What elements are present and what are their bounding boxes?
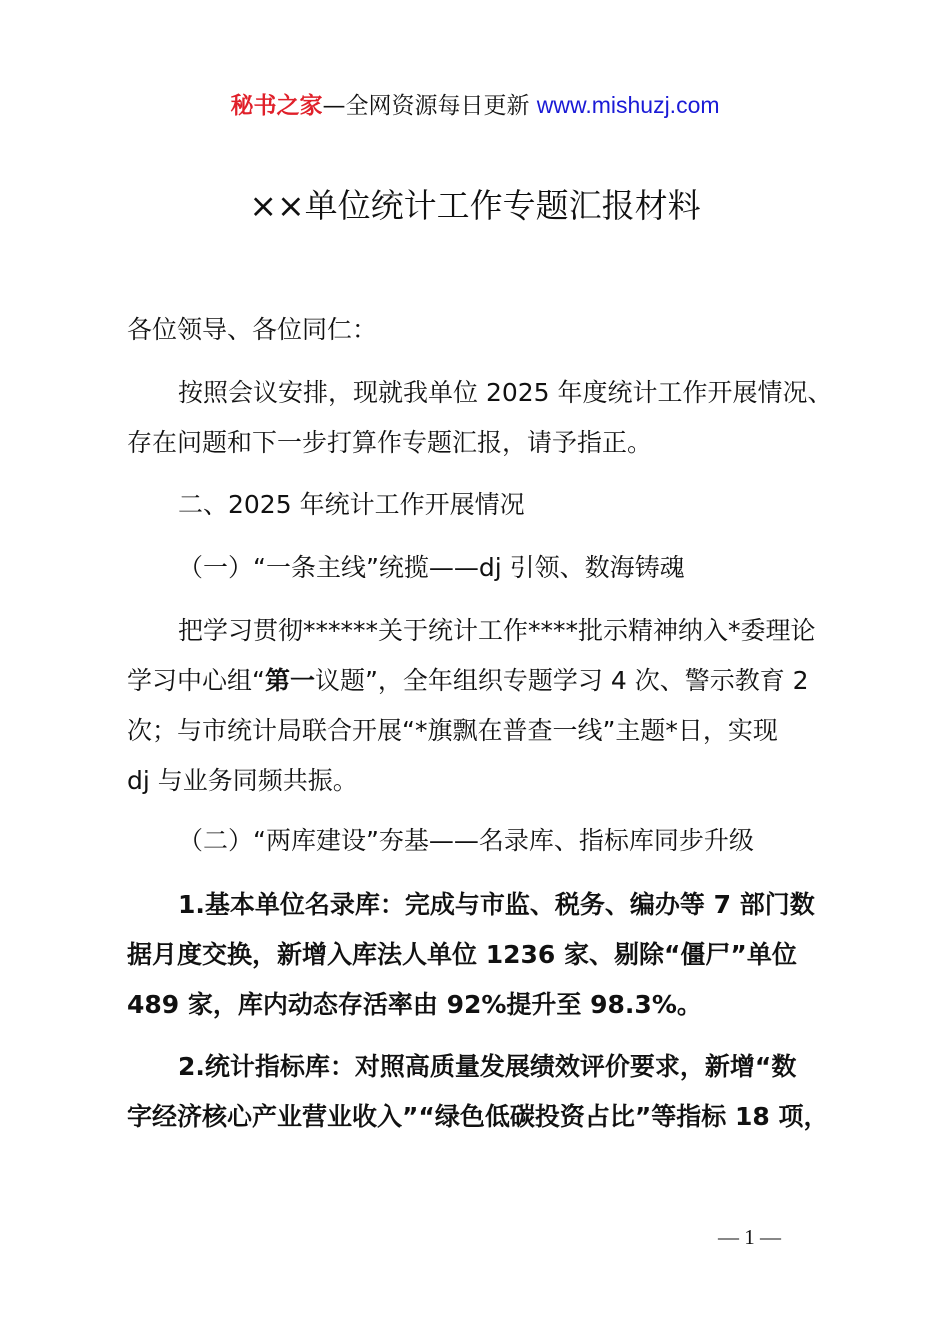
paragraph-1	[127, 606, 837, 806]
paragraph-1-line: 次；与市统计局联合开展“*旗飘在普查一线”主题*日，实现	[127, 716, 778, 745]
subsection-heading-2	[127, 816, 837, 866]
brand-name: 秘书之家	[230, 93, 323, 119]
item-1-line: 1.基本单位名录库：完成与市监、税务、编办等 7 部门数	[178, 890, 815, 919]
item-1-line: 489 家，库内动态存活率由 92%提升至 98.3%。	[127, 990, 702, 1019]
document-title: ××单位统计工作专题汇报材料	[249, 186, 701, 225]
greeting	[127, 305, 837, 355]
intro-line: 按照会议安排，现就我单位 2025 年度统计工作开展情况、	[178, 378, 833, 407]
intro-line: 存在问题和下一步打算作专题汇报，请予指正。	[127, 428, 653, 457]
section-heading-text: 二、2025 年统计工作开展情况	[178, 490, 525, 519]
header-tagline: —全网资源每日更新	[322, 93, 537, 119]
greeting-line: 各位领导、各位同仁：	[127, 315, 378, 344]
paragraph-1-line: dj 与业务同频共振。	[127, 766, 358, 795]
item-2-line: 2.统计指标库：对照高质量发展绩效评价要求，新增“数	[178, 1052, 797, 1081]
subsection-heading-1	[127, 543, 837, 593]
item-2-line: 字经济核心产业营业收入”“绿色低碳投资占比”等指标 18 项，	[127, 1102, 829, 1131]
item-1-line: 据月度交换，新增入库法人单位 1236 家、剔除“僵尸”单位	[127, 940, 797, 969]
item-2-paragraph	[127, 1042, 837, 1142]
paragraph-1-line	[127, 656, 837, 706]
page-number: — 1 —	[718, 1225, 781, 1249]
paragraph-1-segment: 议题”，全年组织专题学习 4 次、警示教育 2	[314, 666, 809, 695]
paragraph-1-line: 把学习贯彻******关于统计工作****批示精神纳入*委理论	[178, 616, 816, 645]
paragraph-1-segment: 学习中心组“	[127, 666, 265, 695]
subsection-heading-2-text: （二）“两库建设”夯基——名录库、指标库同步升级	[178, 826, 754, 855]
subsection-heading-1-text: （一）“一条主线”统揽——dj 引领、数海铸魂	[178, 553, 685, 582]
site-header	[0, 88, 950, 123]
section-heading	[127, 480, 837, 530]
intro-paragraph	[127, 368, 837, 468]
item-1-paragraph	[127, 880, 837, 1030]
bold-emphasis: 第一	[264, 666, 315, 695]
site-url-link[interactable]: www.mishuzj.com	[536, 92, 720, 118]
